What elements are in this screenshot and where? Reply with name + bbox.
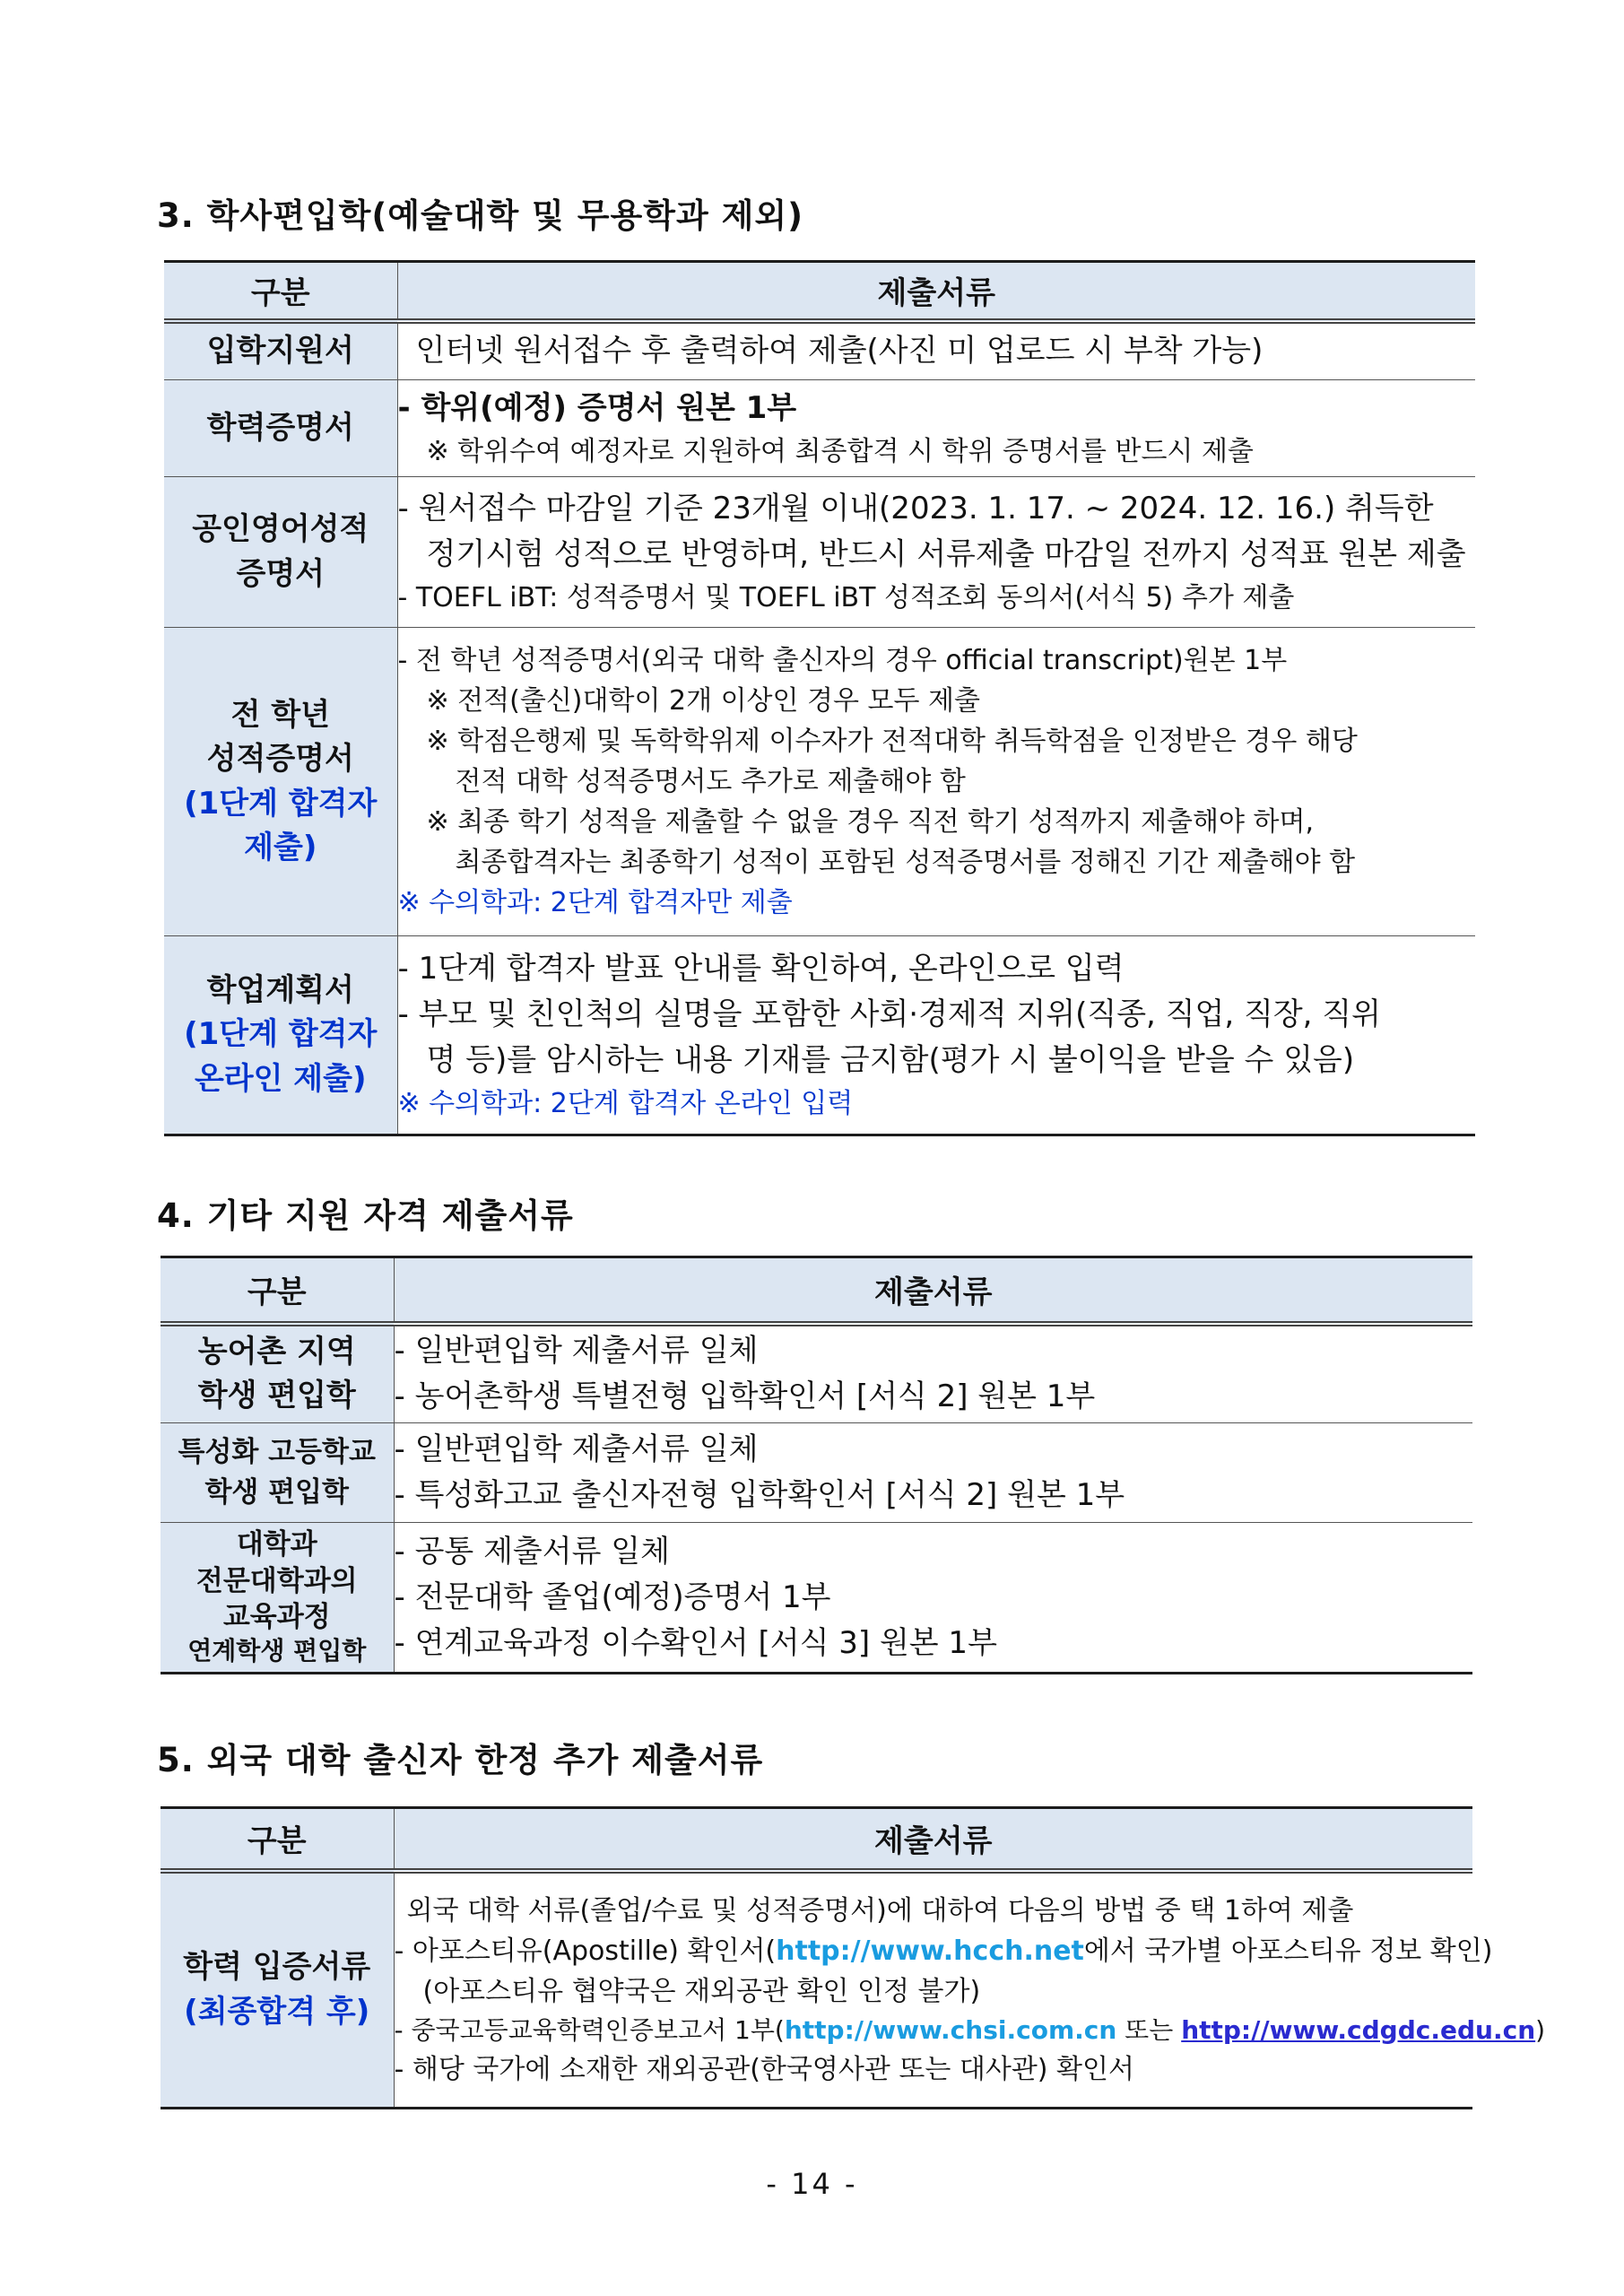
section4-table xyxy=(161,1256,1472,1674)
row-category: 학업계획서 (1단계 합격자 온라인 제출) xyxy=(164,936,397,1135)
column-header-documents: 제출서류 xyxy=(397,262,1475,321)
page-number: - 14 - xyxy=(766,2167,858,2201)
row-documents: - 원서접수 마감일 기준 23개월 이내(2023. 1. 17. ~ 2024. 12. 16.) 취득한 정기시험 성적으로 반영하며, 반드시 서류제출 마감일 전까지 성적표 원본 제출 - TOEFL iBT: 성적증명서 및 TOEFL iBT 성적조회 동의서(서식 5) 추가 제출 xyxy=(397,477,1475,628)
table-row xyxy=(164,321,1475,380)
table-row xyxy=(164,628,1475,936)
table-row xyxy=(161,1523,1472,1674)
row-documents: - 전 학년 성적증명서(외국 대학 출신자의 경우 official transcript)원본 1부 ※ 전적(출신)대학이 2개 이상인 경우 모두 제출 ※ 학점은행제 및 독학학위제 이수자가 전적대학 취득학점을 인정받은 경우 해당 전적 대학 성적증명서도 추가로 제출해야 함 ※ 최종 학기 성적을 제출할 수 없을 경우 직전 학기 성적까지 제출해야 하며, 최종합격자는 최종학기 성적이 포함된 성적증명서를 정해진 기간 제출해야 함 ※ 수의학과: 2단계 합격자만 제출 xyxy=(397,628,1475,936)
hcch-link[interactable]: http://www.hcch.net xyxy=(776,1935,1084,1967)
column-header-documents: 제출서류 xyxy=(394,1257,1472,1324)
row-category: 농어촌 지역 학생 편입학 xyxy=(161,1324,394,1423)
row-documents: 인터넷 원서접수 후 출력하여 제출(사진 미 업로드 시 부착 가능) xyxy=(397,321,1475,380)
table-row xyxy=(161,1324,1472,1423)
column-header-category: 구분 xyxy=(164,262,397,321)
row-documents: - 1단계 합격자 발표 안내를 확인하여, 온라인으로 입력 - 부모 및 친인척의 실명을 포함한 사회·경제적 지위(직종, 직업, 직장, 직위 명 등)를 암시하는 내용 기재를 금지함(평가 시 불이익을 받을 수 있음) ※ 수의학과: 2단계 합격자 온라인 입력 xyxy=(397,936,1475,1135)
cdgdc-link[interactable]: http://www.cdgdc.edu.cn xyxy=(1181,2014,1536,2045)
table-row xyxy=(164,936,1475,1135)
section4-heading: 4. 기타 지원 자격 제출서류 xyxy=(157,1196,574,1235)
table-row xyxy=(161,1871,1472,2109)
row-category: 공인영어성적 증명서 xyxy=(164,477,397,628)
table-row xyxy=(161,1423,1472,1523)
row-documents: - 일반편입학 제출서류 일체 - 특성화고교 출신자전형 입학확인서 [서식 2] 원본 1부 xyxy=(394,1423,1472,1523)
row-category: 전 학년 성적증명서 (1단계 합격자 제출) xyxy=(164,628,397,936)
column-header-category: 구분 xyxy=(161,1257,394,1324)
column-header-documents: 제출서류 xyxy=(394,1808,1472,1871)
row-documents: - 학위(예정) 증명서 원본 1부 ※ 학위수여 예정자로 지원하여 최종합격 시 학위 증명서를 반드시 제출 xyxy=(397,380,1475,477)
section5-heading: 5. 외국 대학 출신자 한정 추가 제출서류 xyxy=(157,1741,764,1779)
section3-table xyxy=(164,260,1475,1136)
row-category: 대학과 전문대학과의 교육과정 연계학생 편입학 xyxy=(161,1523,394,1674)
chsi-link[interactable]: http://www.chsi.com.cn xyxy=(784,2014,1117,2045)
row-category: 입학지원서 xyxy=(164,321,397,380)
section3-heading: 3. 학사편입학(예술대학 및 무용학과 제외) xyxy=(157,196,804,235)
section5-table xyxy=(161,1806,1546,2109)
row-category: 학력 입증서류 (최종합격 후) xyxy=(161,1871,394,2109)
row-category: 학력증명서 xyxy=(164,380,397,477)
row-category: 특성화 고등학교 학생 편입학 xyxy=(161,1423,394,1523)
table-row xyxy=(164,477,1475,628)
row-documents: - 공통 제출서류 일체 - 전문대학 졸업(예정)증명서 1부 - 연계교육과정 이수확인서 [서식 3] 원본 1부 xyxy=(394,1523,1472,1674)
column-header-category: 구분 xyxy=(161,1808,394,1871)
row-documents: - 일반편입학 제출서류 일체 - 농어촌학생 특별전형 입학확인서 [서식 2] 원본 1부 xyxy=(394,1324,1472,1423)
table-row xyxy=(164,380,1475,477)
row-documents: 외국 대학 서류(졸업/수료 및 성적증명서)에 대하여 다음의 방법 중 택 1하여 제출 - 아포스티유(Apostille) 확인서(http://www.hcch.net에서 국가별 아포스티유 정보 확인) (아포스티유 협약국은 재외공관 확인 인정 불가) - 중국고등교육학력인증보고서 1부(http://www.chsi.com.cn 또는 http://www.cdgdc.edu.cn) - 해당 국가에 소재한 재외공관(한국영사관 또는 대사관) 확인서 xyxy=(394,1871,1472,2109)
